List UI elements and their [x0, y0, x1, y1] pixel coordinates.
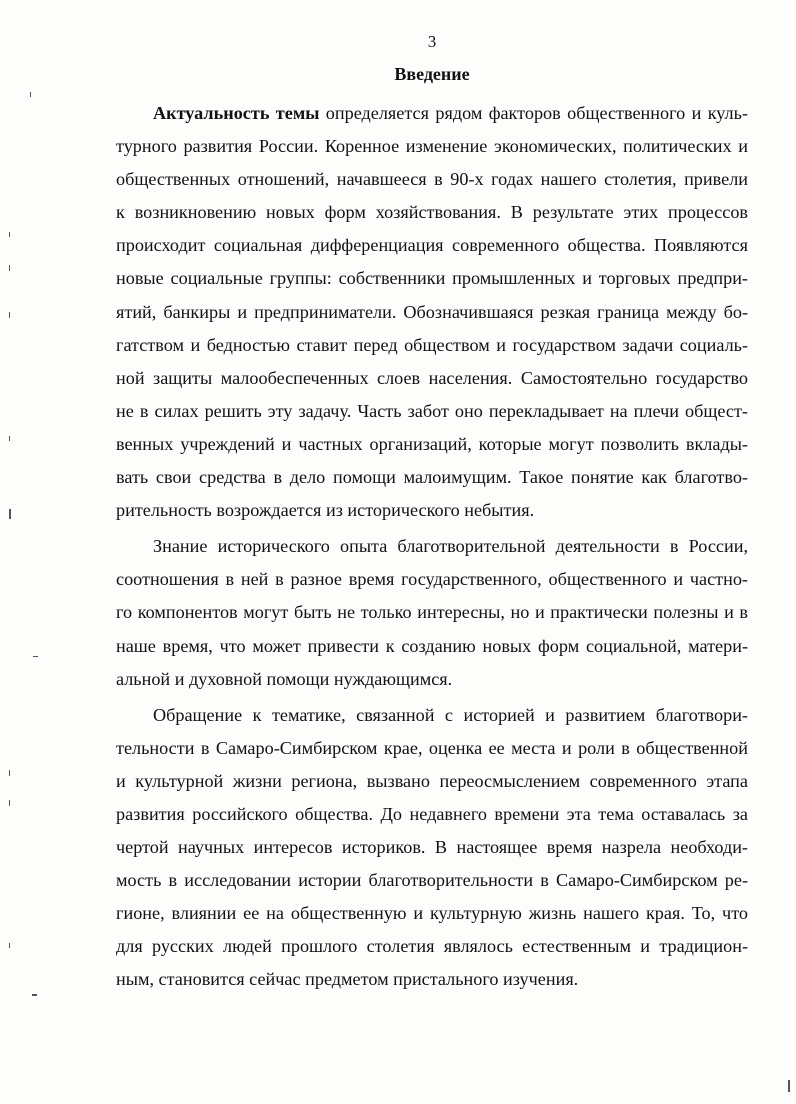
- paragraph-line: ным, становится сейчас предметом пристального изучения.: [116, 969, 579, 990]
- scan-mark: [9, 312, 10, 318]
- paragraph-line: ной защиты малообеспеченных слоев населения. Самостоятельно государство: [116, 367, 748, 388]
- paragraph-line: рительность возрождается из исторического небытия.: [116, 500, 535, 521]
- paragraph-line: Обращение к тематике, связанной с историей и развитием благотвори-: [153, 704, 748, 725]
- scan-mark: [9, 800, 10, 806]
- paragraph-line: не в силах решить эту задачу. Часть забот оно перекладывает на плечи общест-: [116, 400, 748, 421]
- paragraph-line: развития российского общества. До недавнего времени эта тема оставалась за: [116, 803, 748, 824]
- paragraph-line: происходит социальная дифференциация современного общества. Появляются: [116, 235, 748, 256]
- scan-mark: [32, 994, 37, 996]
- scan-mark: [9, 943, 10, 948]
- paragraph-line: вать свои средства в дело помощи малоимущим. Такое понятие как благотво-: [116, 467, 748, 488]
- paragraph-line: и культурной жизни региона, вызвано переосмыслением современного этапа: [116, 770, 748, 791]
- scan-mark: [30, 92, 31, 97]
- paragraph-line: го компонентов могут быть не только интересны, но и практически полезны и в: [116, 602, 748, 623]
- paragraph-line: чертой научных интересов историков. В настоящее время назрела необходи-: [116, 837, 748, 858]
- scan-mark: [9, 436, 10, 441]
- body-text: [116, 97, 748, 997]
- scan-mark: [788, 1080, 790, 1092]
- paragraph-line: турного развития России. Коренное изменение экономических, политических и: [116, 136, 748, 157]
- paragraph-line: Знание исторического опыта благотворительной деятельности в России,: [153, 536, 748, 557]
- paragraph-line: ятий, банкиры и предприниматели. Обозначившаяся резкая граница между бо-: [116, 301, 748, 322]
- paragraph-line: тельности в Самаро-Симбирском крае, оценка ее места и роли в общественной: [116, 737, 748, 758]
- paragraph-line: новые социальные группы: собственники промышленных и торговых предпри-: [116, 268, 748, 289]
- paragraph-line: для русских людей прошлого столетия являлось естественным и традицион-: [116, 936, 748, 957]
- paragraph-line: к возникновению новых форм хозяйствования. В результате этих процессов: [116, 202, 748, 223]
- paragraph-line: Актуальность темы определяется рядом факторов общественного и куль-: [153, 103, 748, 123]
- scan-mark: [9, 265, 10, 271]
- paragraph-line: мость в исследовании истории благотворительности в Самаро-Симбирском ре-: [116, 870, 748, 891]
- scan-mark: [33, 656, 38, 657]
- paragraph-line: общественных отношений, начавшееся в 90-х годах нашего столетия, привели: [116, 169, 748, 190]
- paragraph-line: соотношения в ней в разное время государственного, общественного и частно-: [116, 569, 748, 590]
- paragraph-line: гионе, влиянии ее на общественную и культурную жизнь нашего края. То, что: [116, 903, 748, 924]
- page-number: 3: [427, 32, 437, 51]
- paragraph-line: венных учреждений и частных организаций, которые могут позволить вклады-: [116, 433, 748, 454]
- scan-mark: [9, 509, 11, 519]
- paragraph-line: альной и духовной помощи нуждающимся.: [116, 668, 453, 689]
- section-heading: Введение: [394, 64, 470, 84]
- scan-mark: [9, 770, 10, 776]
- paragraph-line: гатством и бедностью ставит перед обществом и государством задачи социаль-: [116, 334, 748, 355]
- paragraph-line: наше время, что может привести к созданию новых форм социальной, матери-: [116, 635, 748, 656]
- scan-mark: [9, 232, 10, 237]
- bold-lead: Актуальность темы: [153, 103, 320, 123]
